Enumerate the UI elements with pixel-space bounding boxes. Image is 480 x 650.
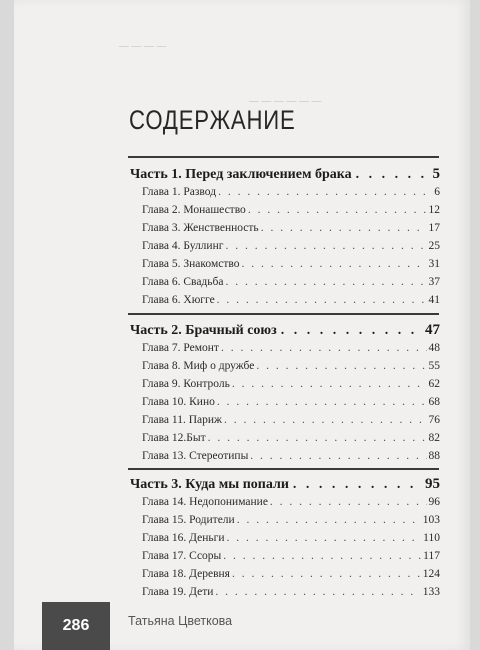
- chapter-entry: [142, 586, 440, 602]
- chapter-entry: [142, 258, 440, 274]
- chapter-entry: [142, 414, 440, 430]
- dot-leader: [293, 477, 421, 493]
- dot-leader: [281, 323, 421, 339]
- dot-leader: [215, 586, 420, 598]
- dot-leader: [217, 396, 427, 408]
- dot-leader: [221, 342, 427, 354]
- chapter-page: 17: [428, 222, 440, 234]
- chapter-page: 103: [422, 514, 440, 526]
- dot-leader: [232, 378, 427, 390]
- chapter-page: 76: [428, 414, 440, 426]
- heading-rule: [128, 156, 439, 158]
- chapter-title: Глава 5. Знакомство: [142, 258, 240, 270]
- chapter-page: 48: [428, 342, 440, 354]
- bleed-through-text: — — — —: [119, 40, 167, 52]
- dot-leader: [241, 258, 426, 270]
- chapter-page: 6: [434, 186, 440, 198]
- part-entry: [130, 476, 440, 496]
- chapter-entry: [142, 240, 440, 256]
- chapter-page: 68: [428, 396, 440, 408]
- chapter-title: Глава 6. Свадьба: [142, 276, 224, 288]
- chapter-page: 124: [422, 568, 440, 580]
- part-page: 47: [425, 322, 440, 338]
- chapter-title: Глава 8. Миф о дружбе: [142, 360, 255, 372]
- chapter-page: 12: [428, 204, 440, 216]
- dot-leader: [270, 496, 427, 508]
- chapter-title: Глава 10. Кино: [142, 396, 215, 408]
- chapter-title: Глава 1. Развод: [142, 186, 217, 198]
- chapter-page: 37: [428, 276, 440, 288]
- running-footer-author: Татьяна Цветкова: [128, 614, 233, 628]
- part-title: Часть 3. Куда мы попали: [130, 477, 289, 492]
- chapter-entry: [142, 432, 440, 448]
- chapter-page: 31: [428, 258, 440, 270]
- page-number: 286: [42, 602, 110, 650]
- dot-leader: [208, 432, 427, 444]
- chapter-entry: [142, 550, 440, 566]
- chapter-title: Глава 13. Стереотипы: [142, 450, 249, 462]
- dot-leader: [261, 222, 427, 234]
- part-page: 5: [432, 166, 440, 182]
- chapter-entry: [142, 204, 440, 220]
- dot-leader: [223, 550, 421, 562]
- chapter-entry: [142, 514, 440, 530]
- dot-leader: [226, 276, 427, 288]
- chapter-page: 82: [428, 432, 440, 444]
- dot-leader: [256, 360, 426, 372]
- chapter-page: 117: [423, 550, 440, 562]
- chapter-page: 110: [423, 532, 440, 544]
- chapter-title: Глава 17. Ссоры: [142, 550, 222, 562]
- dot-leader: [218, 186, 432, 198]
- dot-leader: [356, 167, 429, 183]
- chapter-title: Глава 11. Париж: [142, 414, 222, 426]
- chapter-title: Глава 3. Женственность: [142, 222, 259, 234]
- chapter-title: Глава 15. Родители: [142, 514, 235, 526]
- chapter-entry: [142, 360, 440, 376]
- chapter-title: Глава 14. Недопонимание: [142, 496, 268, 508]
- chapter-title: Глава 9. Контроль: [142, 378, 230, 390]
- contents-heading: СОДЕРЖАНИЕ: [129, 105, 296, 135]
- chapter-title: Глава 12.Быт: [142, 432, 206, 444]
- part-entry: [130, 166, 440, 186]
- chapter-entry: [142, 294, 440, 310]
- part-page: 95: [425, 476, 440, 492]
- dot-leader: [237, 514, 421, 526]
- dot-leader: [227, 532, 422, 544]
- chapter-page: 55: [428, 360, 440, 372]
- chapter-page: 133: [422, 586, 440, 598]
- chapter-entry: [142, 276, 440, 292]
- chapter-entry: [142, 222, 440, 238]
- chapter-page: 41: [428, 294, 440, 306]
- chapter-entry: [142, 450, 440, 466]
- chapter-title: Глава 7. Ремонт: [142, 342, 219, 354]
- chapter-entry: [142, 396, 440, 412]
- chapter-entry: [142, 568, 440, 584]
- chapter-page: 96: [428, 496, 440, 508]
- chapter-title: Глава 6. Хюгге: [142, 294, 215, 306]
- chapter-entry: [142, 378, 440, 394]
- chapter-page: 25: [428, 240, 440, 252]
- chapter-title: Глава 2. Монашество: [142, 204, 246, 216]
- dot-leader: [224, 414, 427, 426]
- part-title: Часть 1. Перед заключением брака: [130, 167, 352, 182]
- chapter-title: Глава 16. Деньги: [142, 532, 225, 544]
- chapter-entry: [142, 532, 440, 548]
- book-page: [14, 0, 470, 650]
- section-rule: [128, 468, 439, 470]
- dot-leader: [232, 568, 421, 580]
- chapter-entry: [142, 342, 440, 358]
- chapter-entry: [142, 186, 440, 202]
- section-rule: [128, 313, 439, 315]
- chapter-page: 88: [428, 450, 440, 462]
- bleed-through-text: — — — — — —: [249, 95, 322, 107]
- part-entry: [130, 322, 440, 342]
- dot-leader: [248, 204, 427, 216]
- dot-leader: [217, 294, 427, 306]
- chapter-entry: [142, 496, 440, 512]
- chapter-page: 62: [428, 378, 440, 390]
- chapter-title: Глава 4. Буллинг: [142, 240, 224, 252]
- chapter-title: Глава 19. Дети: [142, 586, 214, 598]
- chapter-title: Глава 18. Деревня: [142, 568, 230, 580]
- part-title: Часть 2. Брачный союз: [130, 323, 277, 338]
- dot-leader: [250, 450, 426, 462]
- dot-leader: [225, 240, 426, 252]
